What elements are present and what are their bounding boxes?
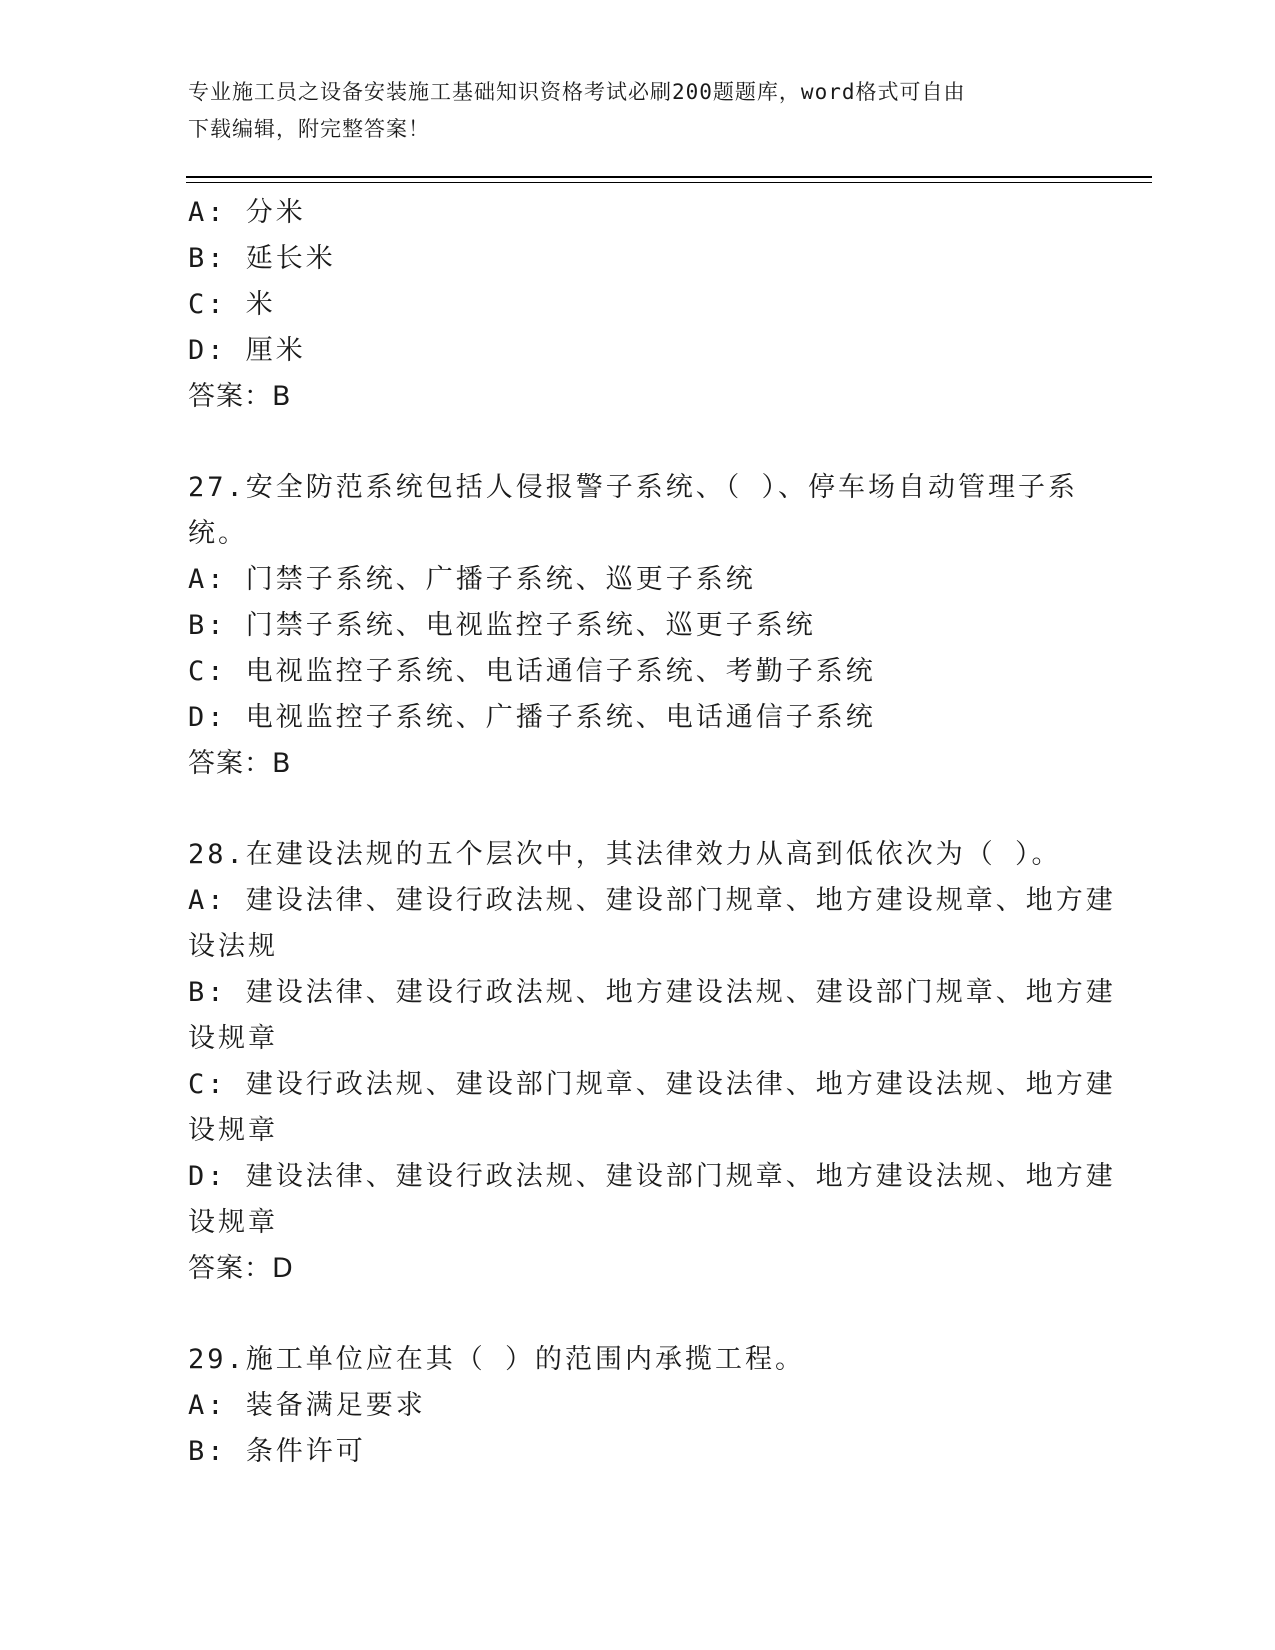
header-rule-thin [186,182,1152,183]
option-c: C: 电视监控子系统、电话通信子系统、考勤子系统 [188,656,876,687]
option-d: D: 电视监控子系统、广播子系统、电话通信子系统 [188,702,876,733]
question-list [188,190,1116,1475]
question-26 [188,190,1088,420]
header-line-2: 下载编辑，附完整答案！ [188,117,430,141]
header-line-1: 专业施工员之设备安装施工基础知识资格考试必刷200题题库，word格式可自由 [188,80,966,104]
question-27 [188,465,1088,787]
question-29 [188,1337,1088,1475]
option-a: A: 分米 [188,197,306,228]
option-b-continued: 设规章 [188,1023,278,1054]
option-a-continued: 设法规 [188,931,278,962]
option-a: A: 门禁子系统、广播子系统、巡更子系统 [188,564,756,595]
answer: 答案：B [188,748,292,779]
option-b: B: 条件许可 [188,1436,366,1467]
option-d-continued: 设规章 [188,1207,278,1238]
option-a: A: 建设法律、建设行政法规、建设部门规章、地方建设规章、地方建 [188,885,1116,916]
option-b: B: 建设法律、建设行政法规、地方建设法规、建设部门规章、地方建 [188,977,1116,1008]
header-rule-thick [186,176,1152,178]
option-a: A: 装备满足要求 [188,1390,426,1421]
option-b: B: 延长米 [188,243,336,274]
question-stem: 29.施工单位应在其（ ）的范围内承揽工程。 [188,1344,806,1375]
option-d: D: 厘米 [188,335,306,366]
option-c: C: 米 [188,289,276,320]
answer: 答案：D [188,1253,294,1284]
option-c-continued: 设规章 [188,1115,278,1146]
question-stem: 28.在建设法规的五个层次中，其法律效力从高到低依次为（ ）。 [188,839,1062,870]
question-28 [188,832,1116,1292]
question-stem-continued: 统。 [188,518,248,549]
option-c: C: 建设行政法规、建设部门规章、建设法律、地方建设法规、地方建 [188,1069,1116,1100]
question-stem: 27.安全防范系统包括人侵报警子系统、（ ）、停车场自动管理子系 [188,472,1079,503]
option-b: B: 门禁子系统、电视监控子系统、巡更子系统 [188,610,816,641]
answer: 答案：B [188,381,292,412]
document-header [188,74,1088,148]
option-d: D: 建设法律、建设行政法规、建设部门规章、地方建设法规、地方建 [188,1161,1116,1192]
